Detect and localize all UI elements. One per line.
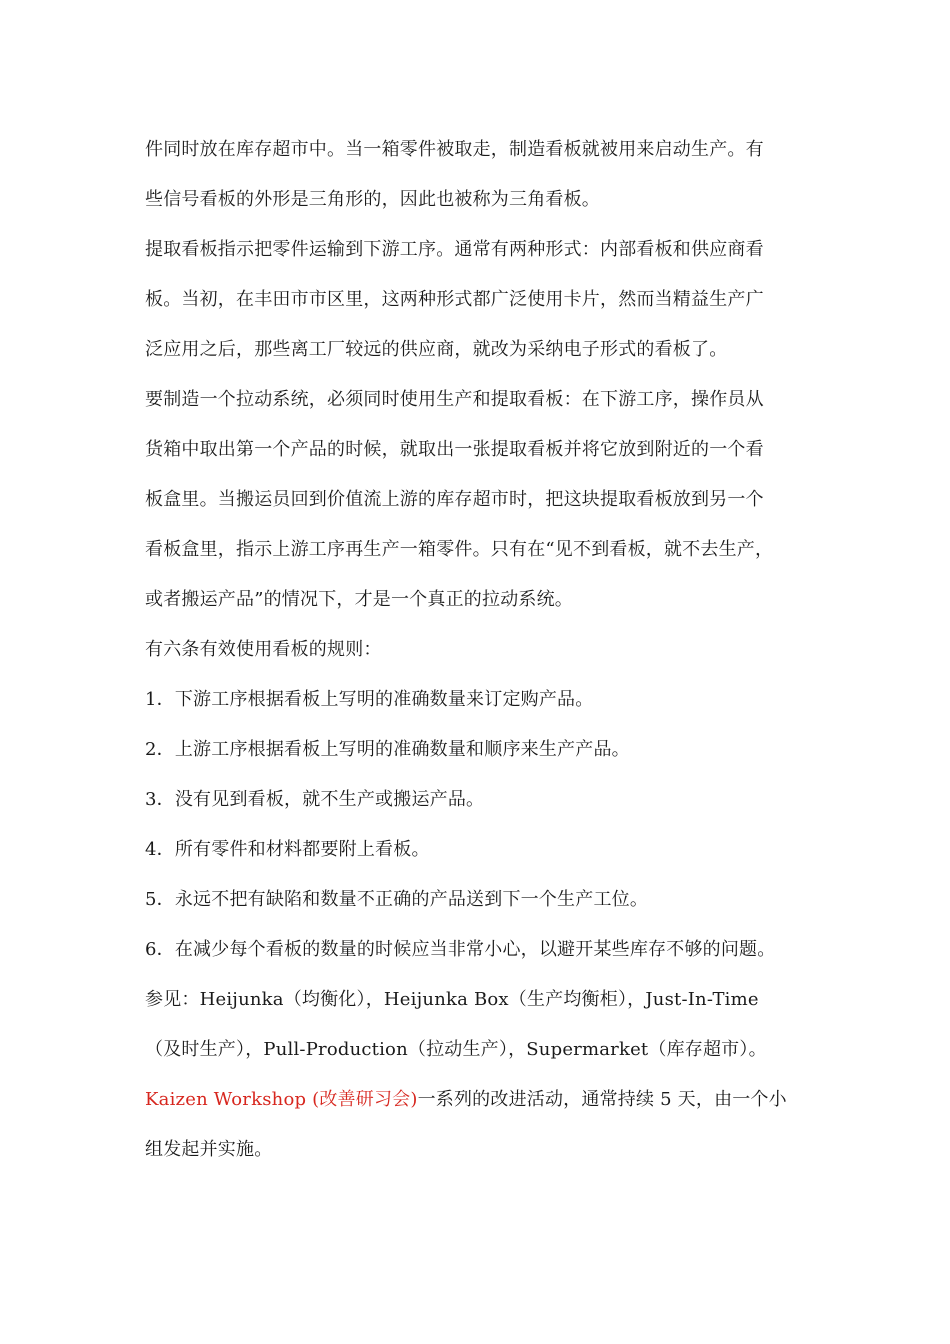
rules-intro: 有六条有效使用看板的规则： [145,639,382,660]
rule-item-4: 4．所有零件和材料都要附上看板。 [145,839,430,860]
rule-item-5: 5．永远不把有缺陷和数量不正确的产品送到下一个生产工位。 [145,889,649,910]
glossary-term: Kaizen Workshop (改善研习会) [145,1089,418,1110]
paragraph-line: 或者搬运产品”的情况下，才是一个真正的拉动系统。 [145,589,573,610]
paragraph-line: 些信号看板的外形是三角形的，因此也被称为三角看板。 [145,189,600,210]
paragraph-line: 板盒里。当搬运员回到价值流上游的库存超市时，把这块提取看板放到另一个 [145,489,764,510]
rule-item-2: 2．上游工序根据看板上写明的准确数量和顺序来生产产品。 [145,739,630,760]
paragraph-line: 看板盒里，指示上游工序再生产一箱零件。只有在“见不到看板，就不去生产， [145,539,774,560]
paragraph-line: 货箱中取出第一个产品的时候，就取出一张提取看板并将它放到附近的一个看 [145,439,764,460]
see-also-line: 参见：Heijunka（均衡化），Heijunka Box（生产均衡柜），Just-In-Time [145,989,759,1010]
rule-item-6: 6．在减少每个看板的数量的时候应当非常小心，以避开某些库存不够的问题。 [145,939,776,960]
paragraph-line: 泛应用之后，那些离工厂较远的供应商，就改为采纳电子形式的看板了。 [145,339,728,360]
glossary-definition-continued: 组发起并实施。 [145,1139,273,1160]
glossary-definition: 一系列的改进活动，通常持续 5 天，由一个小 [417,1089,787,1110]
document-body [145,125,810,1175]
glossary-entry [145,1075,810,1125]
paragraph-line: 要制造一个拉动系统，必须同时使用生产和提取看板：在下游工序，操作员从 [145,389,764,410]
rule-item-3: 3．没有见到看板，就不生产或搬运产品。 [145,789,485,810]
paragraph-line: 板。当初，在丰田市市区里，这两种形式都广泛使用卡片，然而当精益生产广 [145,289,764,310]
rule-item-1: 1．下游工序根据看板上写明的准确数量来订定购产品。 [145,689,594,710]
see-also-line: （及时生产），Pull-Production（拉动生产），Supermarket（库存超市）。 [145,1039,767,1060]
paragraph-line: 提取看板指示把零件运输到下游工序。通常有两种形式：内部看板和供应商看 [145,239,764,260]
paragraph-line: 件同时放在库存超市中。当一箱零件被取走，制造看板就被用来启动生产。有 [145,139,764,160]
